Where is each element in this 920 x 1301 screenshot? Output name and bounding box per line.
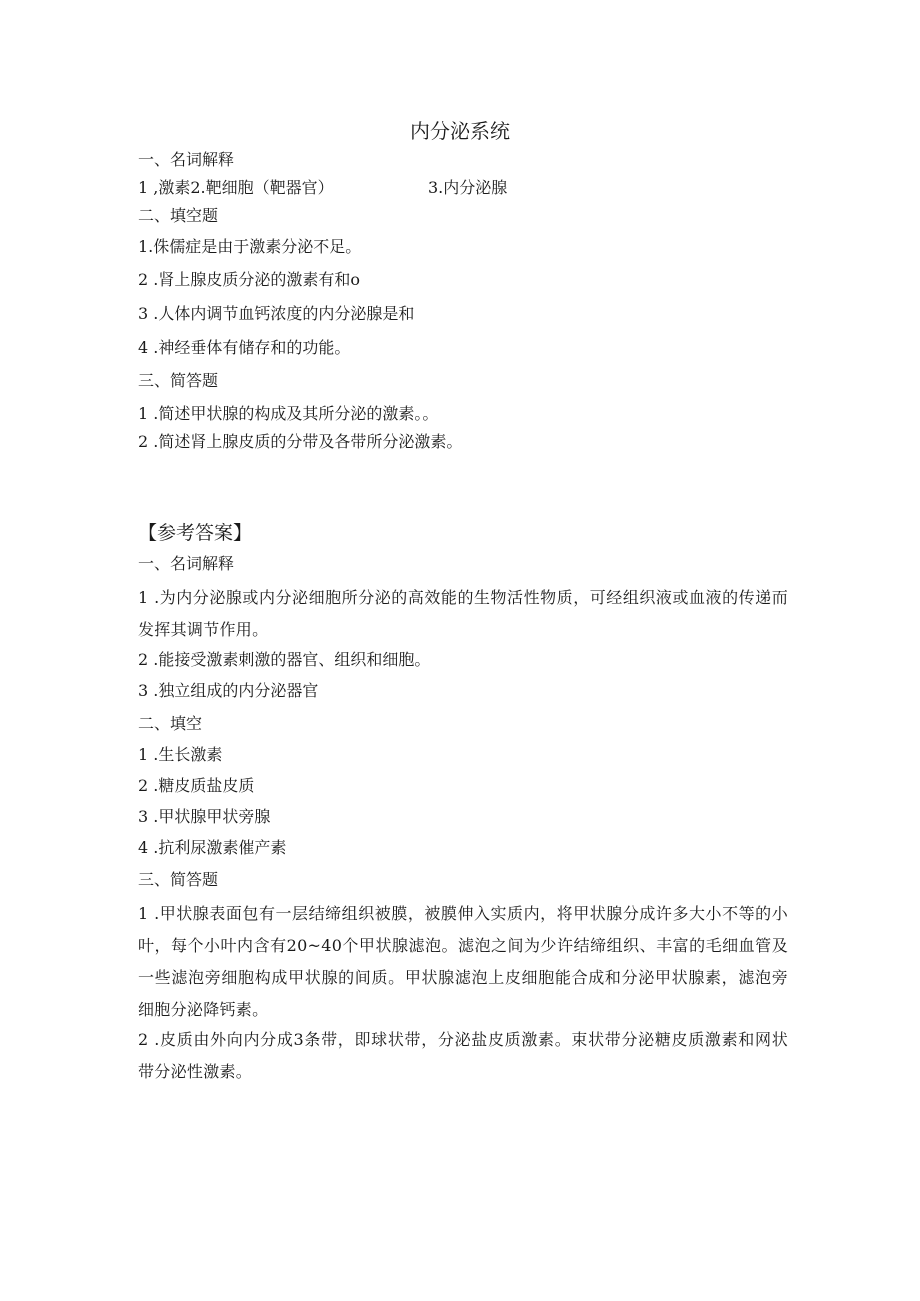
answer-term-1: 1 .为内分泌腺或内分泌细胞所分泌的高效能的生物活性物质，可经组织液或血液的传递而发挥其调节作用。 xyxy=(138,588,788,639)
answer-short-1: 1 .甲状腺表面包有一层结缔组织被膜，被膜伸入实质内，将甲状腺分成许多大小不等的小叶，每个小叶内含有20~40个甲状腺滤泡。滤泡之间为少许结缔组织、丰富的毛细血管及一些滤泡旁细胞构成甲状腺的间质。甲状腺滤泡上皮细胞能合成和分泌甲状腺素，滤泡旁细胞分泌降钙素。 xyxy=(138,904,788,1019)
page-title: 内分泌系统 xyxy=(410,119,510,143)
section-heading-short: 三、简答题 xyxy=(138,371,219,390)
fill-question-1: 1.侏儒症是由于激素分泌不足。 xyxy=(138,237,362,256)
short-question-2: 2 .简述肾上腺皮质的分带及各带所分泌激素。 xyxy=(138,432,463,451)
terms-list xyxy=(138,174,788,202)
section-heading-terms: 一、名词解释 xyxy=(138,150,235,169)
answer-fill-1: 1 .生长激素 xyxy=(138,745,223,764)
fill-question-3: 3 .人体内调节血钙浓度的内分泌腺是和 xyxy=(138,304,415,323)
answer-section-heading-short: 三、简答题 xyxy=(138,870,219,889)
answer-fill-2: 2 .糖皮质盐皮质 xyxy=(138,776,255,795)
answer-short-2: 2 .皮质由外向内分成3条带，即球状带，分泌盐皮质激素。束状带分泌糖皮质激素和网状带分泌性激素。 xyxy=(138,1030,788,1081)
fill-question-2: 2 .肾上腺皮质分泌的激素有和o xyxy=(138,270,360,289)
fill-question-4: 4 .神经垂体有储存和的功能。 xyxy=(138,338,351,357)
answer-section-heading-terms: 一、名词解释 xyxy=(138,554,235,573)
answers-heading: 【参考答案】 xyxy=(138,522,253,544)
short-question-1: 1 .简述甲状腺的构成及其所分泌的激素。。 xyxy=(138,404,439,423)
terms-item-1-2: 1 ,激素2.靶细胞（靶器官） xyxy=(138,178,334,197)
answer-section-heading-fill: 二、填空 xyxy=(138,714,203,733)
answer-term-2: 2 .能接受激素刺激的器官、组织和细胞。 xyxy=(138,650,431,669)
answer-fill-3: 3 .甲状腺甲状旁腺 xyxy=(138,807,271,826)
answer-fill-4: 4 .抗利尿激素催产素 xyxy=(138,838,287,857)
section-heading-fill: 二、填空题 xyxy=(138,206,219,225)
answer-term-3: 3 .独立组成的内分泌器官 xyxy=(138,681,319,700)
terms-item-3: 3.内分泌腺 xyxy=(428,178,508,197)
